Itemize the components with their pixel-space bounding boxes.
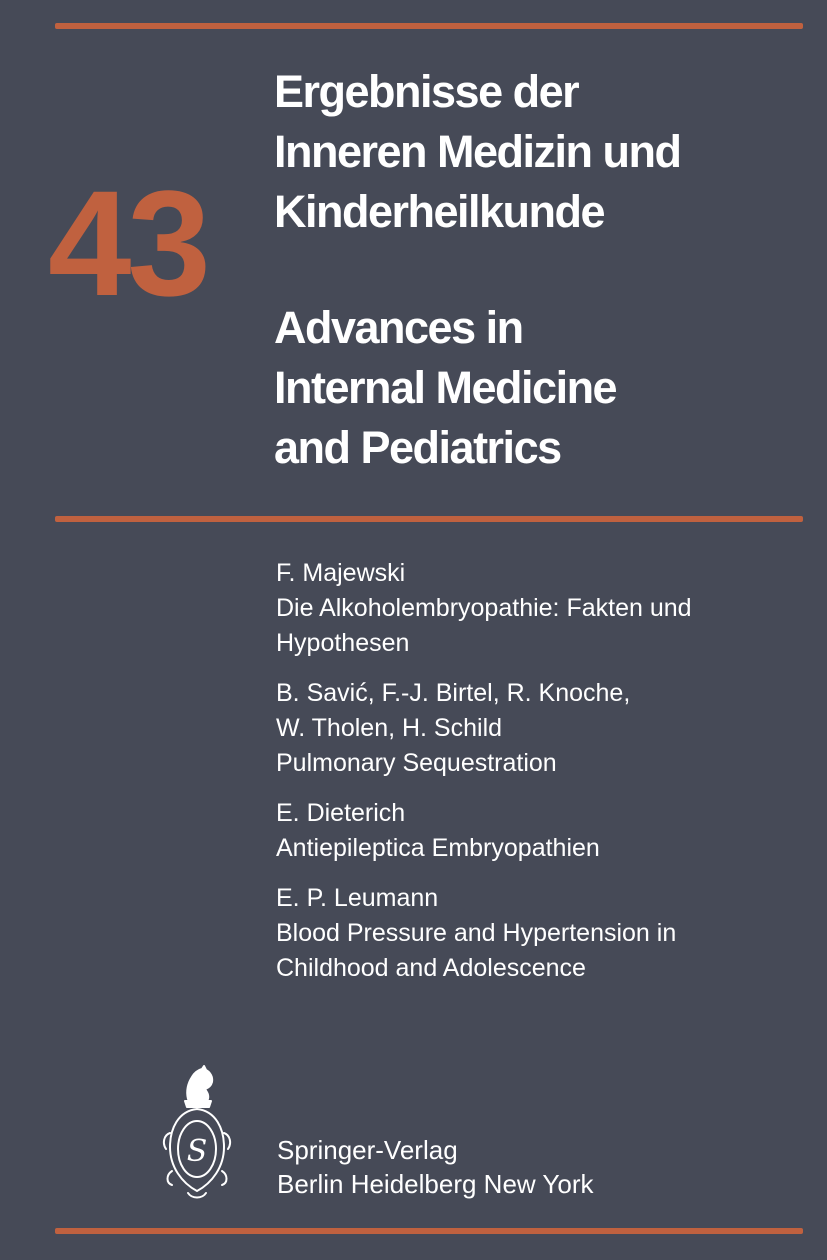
entry-title-line: Pulmonary Sequestration [276, 749, 557, 777]
volume-number: 43 [48, 159, 207, 327]
publisher [277, 1133, 594, 1201]
title-german [274, 62, 819, 242]
middle-rule [55, 516, 803, 522]
svg-text:S: S [186, 1134, 208, 1169]
title-english-line: and Pediatrics [274, 422, 561, 473]
entry-author: E. P. Leumann [276, 884, 439, 912]
publisher-cities: Berlin Heidelberg New York [277, 1169, 594, 1199]
entry-title-line: Blood Pressure and Hypertension in [276, 919, 677, 947]
entry-title-line: Die Alkoholembryopathie: Fakten und [276, 594, 692, 622]
contents-entry [276, 556, 816, 661]
contents-entry [276, 796, 816, 866]
title-english [274, 298, 819, 478]
entry-author: W. Tholen, H. Schild [276, 714, 503, 742]
entry-title-line: Antiepileptica Embryopathien [276, 834, 600, 862]
title-german-line: Ergebnisse der [274, 66, 579, 117]
publisher-name: Springer-Verlag [277, 1135, 458, 1165]
title-english-line: Internal Medicine [274, 362, 617, 413]
title-german-line: Inneren Medizin und [274, 126, 681, 177]
top-rule [55, 23, 803, 29]
title-english-line: Advances in [274, 302, 523, 353]
entry-title-line: Hypothesen [276, 629, 410, 657]
contents-entry [276, 881, 816, 986]
title-german-line: Kinderheilkunde [274, 186, 605, 237]
entry-title-line: Childhood and Adolescence [276, 954, 586, 982]
bottom-rule [55, 1228, 803, 1234]
entry-author: E. Dieterich [276, 799, 406, 827]
contents-list [276, 556, 816, 1001]
springer-knight-logo-icon [158, 1063, 236, 1203]
entry-author: B. Savić, F.-J. Birtel, R. Knoche, [276, 679, 631, 707]
entry-author: F. Majewski [276, 559, 406, 587]
contents-entry [276, 676, 816, 781]
